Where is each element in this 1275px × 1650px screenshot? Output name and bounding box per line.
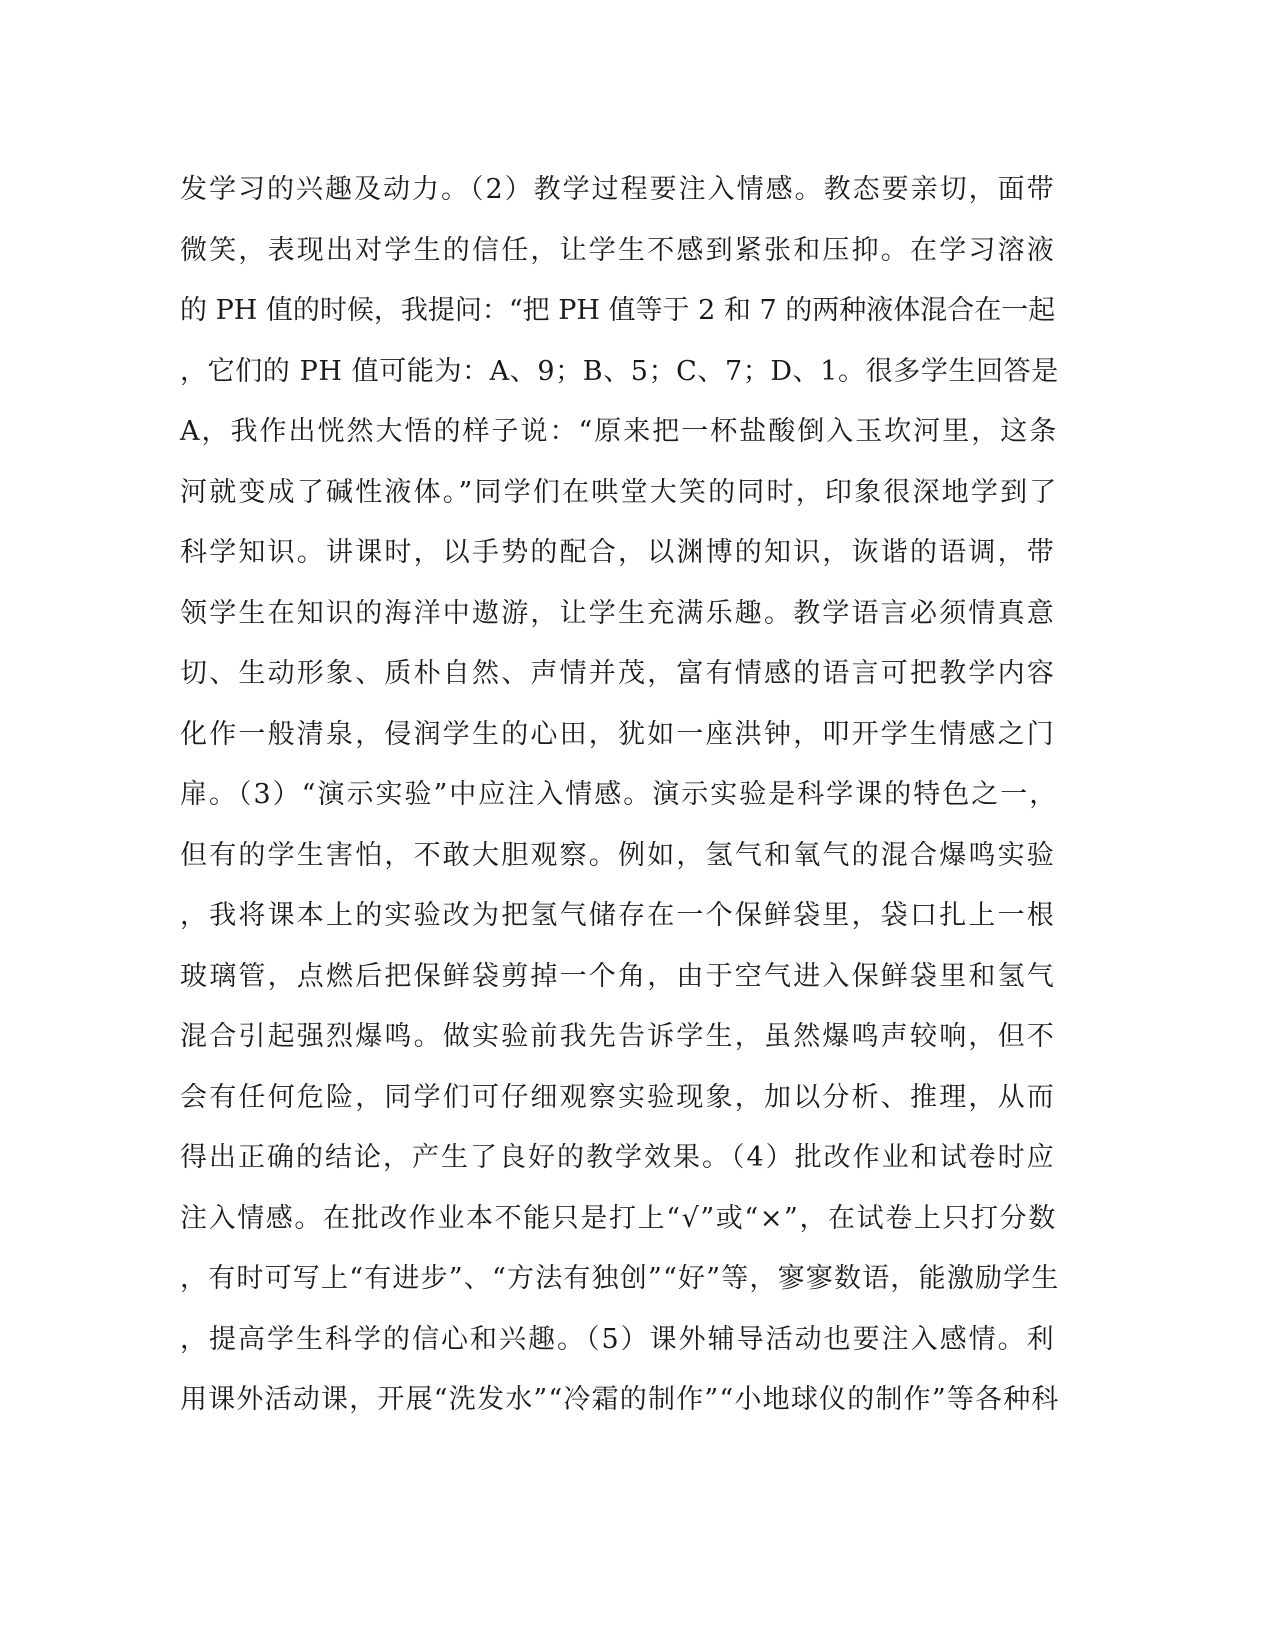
text-line: ，它们的 PH 值可能为：A、9；B、5；C、7；D、1。很多学生回答是: [180, 355, 1059, 387]
text-line: 注入情感。在批改作业本不能只是打上“√”或“×”，在试卷上只打分数: [180, 1202, 1057, 1234]
text-line: 发学习的兴趣及动力。（2）教学过程要注入情感。教态要亲切，面带: [180, 174, 1056, 205]
text-line: ，提高学生科学的信心和兴趣。（5）课外辅导活动也要注入感情。利: [180, 1323, 1056, 1355]
text-line: 玻璃管，点燃后把保鲜袋剪掉一个角，由于空气进入保鲜袋里和氢气: [180, 960, 1056, 992]
text-line: 但有的学生害怕，不敢大胆观察。例如，氢气和氧气的混合爆鸣实验: [180, 839, 1056, 871]
text-line: ，有时可写上“有进步”、“方法有独创”“好”等，寥寥数语，能激励学生: [180, 1263, 1060, 1294]
body-text: [180, 160, 1060, 1431]
text-line: 化作一般清泉，侵润学生的心田，犹如一座洪钟，叩开学生情感之门: [180, 718, 1056, 750]
text-line: 会有任何危险，同学们可仔细观察实验现象，加以分析、推理，从而: [180, 1081, 1056, 1113]
text-line: 混合引起强烈爆鸣。做实验前我先告诉学生，虽然爆鸣声较响，但不: [180, 1021, 1056, 1052]
text-line: 科学知识。讲课时，以手势的配合，以渊博的知识，诙谐的语调，带: [180, 537, 1056, 568]
text-line: 得出正确的结论，产生了良好的教学效果。（4）批改作业和试卷时应: [180, 1142, 1056, 1173]
text-line: 领学生在知识的海洋中遨游，让学生充满乐趣。教学语言必须情真意: [180, 597, 1056, 629]
text-line: 切、生动形象、质朴自然、声情并茂，富有情感的语言可把教学内容: [180, 658, 1056, 689]
text-line: ，我将课本上的实验改为把氢气储存在一个保鲜袋里，袋口扎上一根: [180, 900, 1056, 931]
text-line: 的 PH 值的时候，我提问：“把 PH 值等于 2 和 7 的两种液体混合在一起: [180, 295, 1056, 326]
text-line: 河就变成了碱性液体。”同学们在哄堂大笑的同时，印象很深地学到了: [180, 476, 1059, 508]
text-line: 用课外活动课，开展“洗发水”“冷霜的制作”“小地球仪的制作”等各种科: [180, 1384, 1060, 1415]
text-line: 扉。（3）“演示实验”中应注入情感。演示实验是科学课的特色之一，: [180, 779, 1059, 810]
text-line: 微笑，表现出对学生的信任，让学生不感到紧张和压抑。在学习溶液: [180, 234, 1056, 266]
text-line: A，我作出恍然大悟的样子说：“原来把一杯盐酸倒入玉坎河里，这条: [180, 416, 1059, 447]
